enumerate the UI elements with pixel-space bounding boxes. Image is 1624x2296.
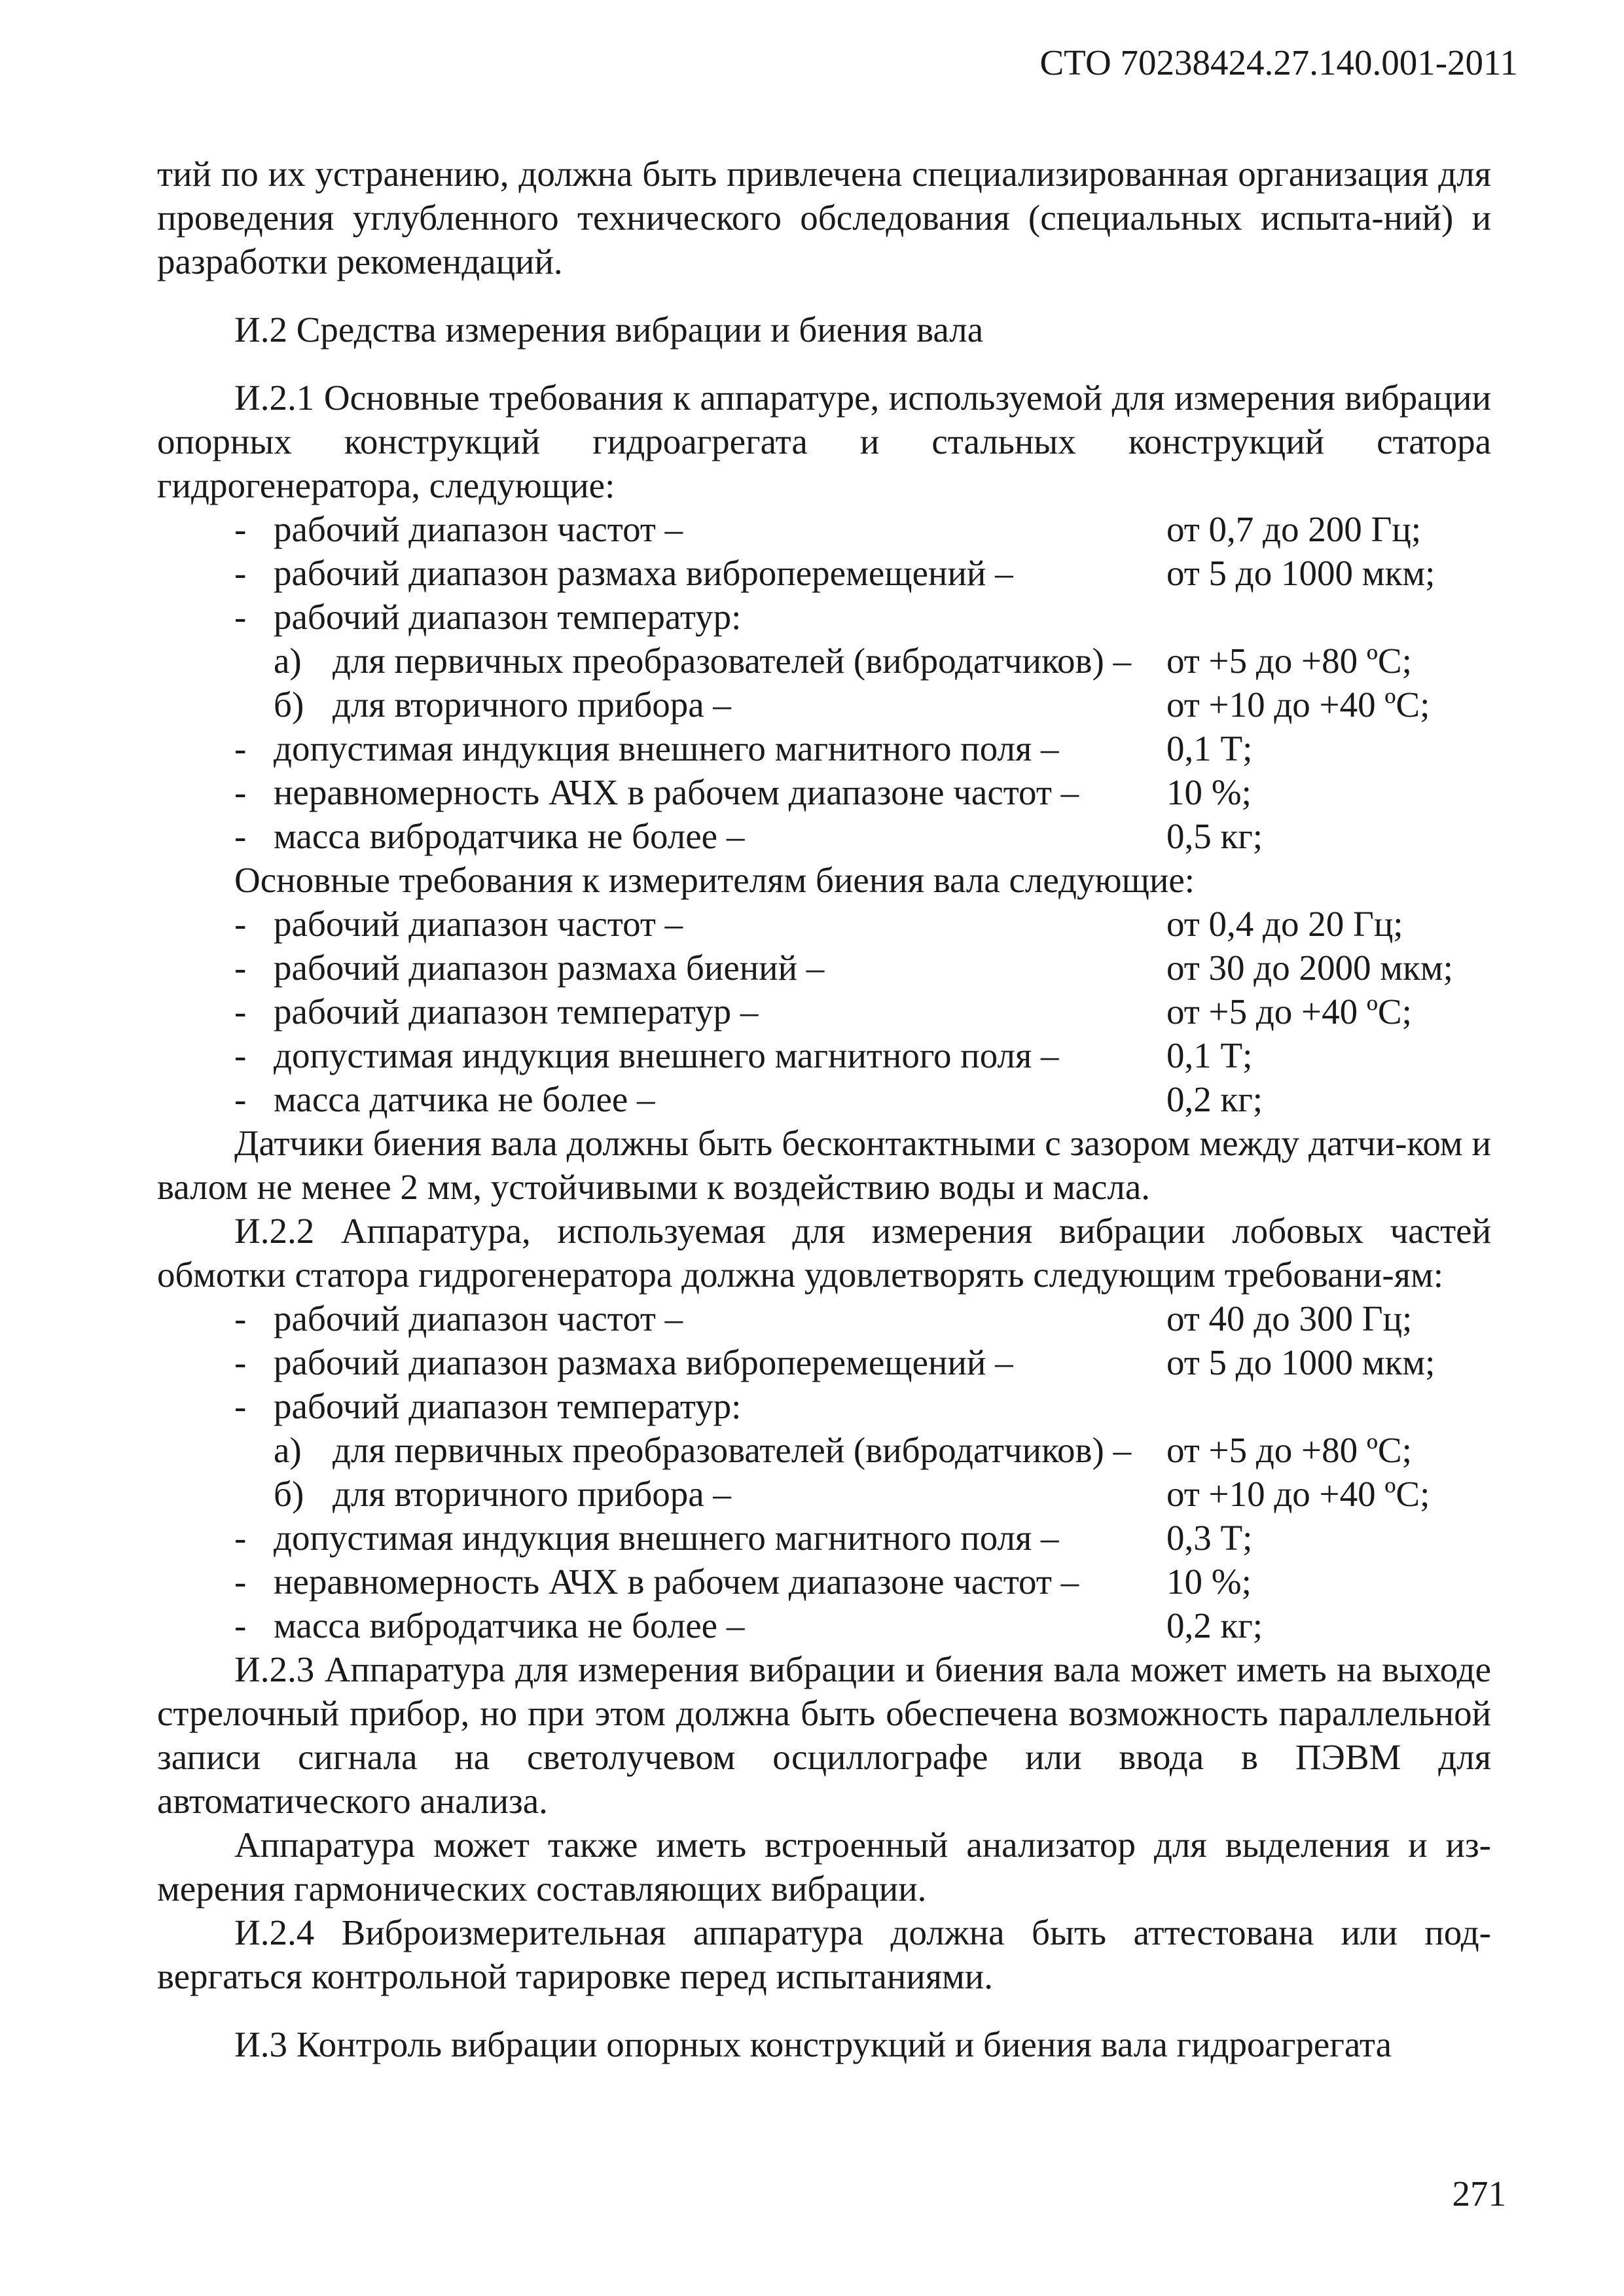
- sub-list-item: [157, 639, 1491, 683]
- list-item: [157, 1604, 1491, 1647]
- list-dash: -: [234, 948, 247, 988]
- sub-list-marker: а): [274, 641, 302, 681]
- vibration-requirements-list: [157, 507, 1491, 858]
- list-item-value: от 30 до 2000 мкм;: [1166, 948, 1453, 988]
- list-item-value: от 5 до 1000 мкм;: [1166, 553, 1435, 593]
- list-dash: -: [234, 772, 247, 812]
- list-item-label: рабочий диапазон частот –: [274, 904, 683, 944]
- list-item-label: неравномерность АЧХ в рабочем диапазоне частот –: [274, 772, 1079, 812]
- list-dash: -: [234, 553, 247, 593]
- page-number: 271: [1452, 2174, 1506, 2214]
- list-item-label: рабочий диапазон размаха виброперемещений –: [274, 1342, 1013, 1382]
- sub-list-marker: а): [274, 1430, 302, 1470]
- list-dash: -: [234, 597, 247, 637]
- list-dash: -: [234, 728, 247, 768]
- list-item-label: для первичных преобразователей (вибродатчиков) –: [333, 1430, 1132, 1470]
- sub-list-item: [157, 1428, 1491, 1472]
- list-dash: -: [234, 904, 247, 944]
- list-item-label: допустимая индукция внешнего магнитного поля –: [274, 1035, 1059, 1075]
- list-dash: -: [234, 1605, 247, 1645]
- sub-list-marker: б): [274, 1474, 304, 1514]
- list-item-label: неравномерность АЧХ в рабочем диапазоне частот –: [274, 1562, 1079, 1602]
- list-item-value: от 0,4 до 20 Гц;: [1166, 904, 1403, 944]
- list-item-value: 0,2 кг;: [1166, 1605, 1263, 1645]
- list-dash: -: [234, 509, 247, 549]
- list-item-label: рабочий диапазон размаха биений –: [274, 948, 825, 988]
- list-item: [157, 595, 1491, 639]
- list-item-label: рабочий диапазон частот –: [274, 509, 683, 549]
- shaft-requirements-list: [157, 902, 1491, 1121]
- section-heading-i2: И.2 Средства измерения вибрации и биения вала: [234, 310, 984, 350]
- list-item-value: 10 %;: [1166, 1562, 1252, 1602]
- list-item-value: от +5 до +80 ºС;: [1166, 641, 1412, 681]
- list-item-value: 0,1 Т;: [1166, 1035, 1253, 1075]
- list-item: [157, 1340, 1491, 1384]
- list-item: [157, 726, 1491, 770]
- list-item-value: 0,3 Т;: [1166, 1518, 1253, 1558]
- list-item: [157, 1384, 1491, 1428]
- list-dash: -: [234, 992, 247, 1031]
- list-item: [157, 507, 1491, 551]
- list-item-label: рабочий диапазон температур:: [274, 1386, 742, 1426]
- paragraph-analyzer: Аппаратура может также иметь встроенный анализатор для выделения и из-мерения гармонических составляющих вибрации.: [157, 1825, 1491, 1909]
- sub-list-marker: б): [274, 685, 304, 725]
- paragraph-i2-4: И.2.4 Виброизмерительная аппаратура должна быть аттестована или под-вергаться контрольной тарировке перед испытаниями.: [157, 1912, 1491, 1996]
- list-item-label: для вторичного прибора –: [333, 1474, 731, 1514]
- list-item-label: рабочий диапазон размаха виброперемещений –: [274, 553, 1013, 593]
- list-dash: -: [234, 816, 247, 856]
- list-item-value: от +10 до +40 ºС;: [1166, 685, 1430, 725]
- list-item: [157, 770, 1491, 814]
- winding-requirements-list: [157, 1297, 1491, 1647]
- sub-list-item: [157, 683, 1491, 726]
- list-item: [157, 990, 1491, 1033]
- list-item-label: допустимая индукция внешнего магнитного поля –: [274, 728, 1059, 768]
- list-dash: -: [234, 1299, 247, 1338]
- list-item-value: от 5 до 1000 мкм;: [1166, 1342, 1435, 1382]
- list-item-label: рабочий диапазон частот –: [274, 1299, 683, 1338]
- list-dash: -: [234, 1386, 247, 1426]
- sub-list-item: [157, 1472, 1491, 1516]
- list-item-label: рабочий диапазон температур –: [274, 992, 759, 1031]
- document-code: СТО 70238424.27.140.001-2011: [1039, 43, 1518, 82]
- list-item-label: для вторичного прибора –: [333, 685, 731, 725]
- list-item-value: 0,5 кг;: [1166, 816, 1263, 856]
- list-item-label: масса датчика не более –: [274, 1079, 655, 1119]
- list-item-value: от +10 до +40 ºС;: [1166, 1474, 1430, 1514]
- list-item: [157, 1516, 1491, 1560]
- list-item-value: 0,1 Т;: [1166, 728, 1253, 768]
- document-body: [157, 152, 1491, 2066]
- list-item-label: масса вибродатчика не более –: [274, 1605, 745, 1645]
- list-item: [157, 814, 1491, 858]
- list-dash: -: [234, 1035, 247, 1075]
- list-item-value: от 40 до 300 Гц;: [1166, 1299, 1413, 1338]
- list-item-value: от +5 до +40 ºС;: [1166, 992, 1412, 1031]
- paragraph-i2-3: И.2.3 Аппаратура для измерения вибрации и биения вала может иметь на выходе стрелочный прибор, но при этом должна быть обеспечена возможность параллельной записи сигнала на светолучевом осциллографе или ввода в ПЭВМ для автоматического анализа.: [157, 1649, 1491, 1821]
- paragraph-i2-2: И.2.2 Аппаратура, используемая для измерения вибрации лобовых частей обмотки статора гидрогенератора должна удовлетворять следующим требовани-ям:: [157, 1211, 1491, 1295]
- list-item-value: 10 %;: [1166, 772, 1252, 812]
- list-item-label: рабочий диапазон температур:: [274, 597, 742, 637]
- section-heading-i3: И.3 Контроль вибрации опорных конструкций и биения вала гидроагрегата: [234, 2024, 1392, 2064]
- list-dash: -: [234, 1562, 247, 1602]
- list-item: [157, 1077, 1491, 1121]
- list-item-label: для первичных преобразователей (вибродатчиков) –: [333, 641, 1132, 681]
- list-dash: -: [234, 1342, 247, 1382]
- list-item: [157, 1297, 1491, 1340]
- list-item: [157, 902, 1491, 946]
- paragraph-intro: тий по их устранению, должна быть привлечена специализированная организация для проведения углубленного технического обследования (специальных испыта-ний) и разработки рекомендаций.: [157, 154, 1491, 281]
- list-dash: -: [234, 1079, 247, 1119]
- paragraph-sensors: Датчики биения вала должны быть бесконтактными с зазором между датчи-ком и валом не менее 2 мм, устойчивыми к воздействию воды и масла.: [157, 1123, 1491, 1207]
- list-item: [157, 551, 1491, 595]
- list-item-value: 0,2 кг;: [1166, 1079, 1263, 1119]
- list-item-label: допустимая индукция внешнего магнитного поля –: [274, 1518, 1059, 1558]
- list-item: [157, 946, 1491, 990]
- shaft-requirements-label: Основные требования к измерителям биения вала следующие:: [234, 860, 1195, 900]
- list-dash: -: [234, 1518, 247, 1558]
- list-item-value: от +5 до +80 ºС;: [1166, 1430, 1412, 1470]
- list-item: [157, 1033, 1491, 1077]
- list-item-value: от 0,7 до 200 Гц;: [1166, 509, 1422, 549]
- list-item: [157, 1560, 1491, 1604]
- paragraph-i2-1: И.2.1 Основные требования к аппаратуре, используемой для измерения вибрации опорных конструкций гидроагрегата и стальных конструкций статора гидрогенератора, следующие:: [157, 378, 1491, 505]
- list-item-label: масса вибродатчика не более –: [274, 816, 745, 856]
